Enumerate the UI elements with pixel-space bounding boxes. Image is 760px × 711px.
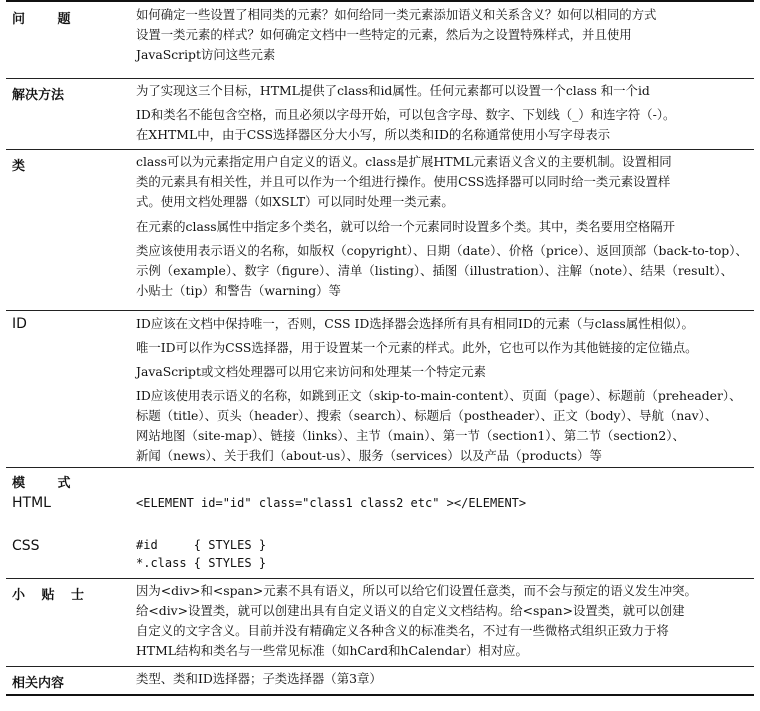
row-label-class: 类: [12, 159, 26, 174]
pattern-html-label: HTML: [12, 495, 51, 511]
pattern-css-code-class: *.class { STYLES }: [136, 556, 267, 570]
related-text: 类型、类和ID选择器；子类选择器（第3章）: [136, 671, 382, 686]
text-line: 自定义的文字含义。目前并没有精确定义各种含义的标准类名，不过有一些微格式组织正致力于将: [136, 623, 669, 638]
table-bottom-rule: [6, 694, 754, 696]
table-top-rule: [6, 0, 754, 2]
row-divider: [6, 310, 754, 311]
text-line: ID应该使用表示语义的名称，如跳到正文（skip-to-main-content）、页面（page）、标题前（preheader）、: [136, 388, 742, 403]
row-label-tip: 小 贴 士: [12, 588, 91, 603]
text-line: JavaScript访问这些元素: [136, 47, 276, 62]
row-divider: [6, 149, 754, 150]
pattern-css-code-id: #id { STYLES }: [136, 538, 267, 552]
row-divider: [6, 467, 754, 468]
class-text: [136, 152, 750, 301]
text-line: class可以为元素指定用户自定义的语义。class是扩展HTML元素语义含义的主要机制。设置相同: [136, 154, 672, 169]
row-label-solution: 解决方法: [12, 88, 65, 103]
row-label-pattern: 模 式: [12, 476, 85, 491]
text-line: 给<div>设置类，就可以创建出具有自定义语义的自定义文档结构。给<span>设置类，就可以创建: [136, 603, 685, 618]
text-line: 网站地图（site-map）、链接（links）、主节（main）、第一节（section1）、第二节（section2）、: [136, 428, 685, 443]
row-divider: [6, 578, 754, 579]
pattern-css-label: CSS: [12, 538, 40, 554]
text-line: 因为<div>和<span>元素不具有语义，所以可以给它们设置任意类，而不会与预定的语义发生冲突。: [136, 583, 697, 598]
text-line: 小贴士（tip）和警告（warning）等: [136, 283, 341, 298]
problem-text: [136, 5, 750, 65]
text-line: 唯一ID可以作为CSS选择器，用于设置某一个元素的样式。此外，它也可以作为其他链接的定位锚点。: [136, 340, 698, 355]
text-line: JavaScript或文档处理器可以用它来访问和处理某一个特定元素: [136, 364, 486, 379]
text-line: 类的元素具有相关性，并且可以作为一个组进行操作。使用CSS选择器可以同时给一类元素设置样: [136, 174, 671, 189]
text-line: 类应该使用表示语义的名称，如版权（copyright）、日期（date）、价格（price）、返回顶部（back-to-top）、: [136, 243, 748, 258]
text-line: 如何确定一些设置了相同类的元素？如何给同一类元素添加语义和关系含义？如何以相同的方式: [136, 7, 657, 22]
text-line: 示例（example）、数字（figure）、清单（listing）、插图（illustration）、注解（note）、结果（result）、: [136, 263, 733, 278]
row-label-problem: 问 题: [12, 12, 85, 27]
row-divider: [6, 78, 754, 79]
row-label-related: 相关内容: [12, 676, 65, 691]
row-label-id: ID: [12, 316, 27, 332]
text-line: 设置一类元素的样式？如何确定文档中一些特定的元素，然后为之设置特殊样式，并且使用: [136, 27, 632, 42]
text-line: ID和类名不能包含空格，而且必须以字母开始，可以包含字母、数字、下划线（_）和连字符（-）。: [136, 107, 676, 122]
text-line: HTML结构和类名与一些常见标准（如hCard和hCalendar）相对应。: [136, 643, 528, 658]
text-line: 在元素的class属性中指定多个类名，就可以给一个元素同时设置多个类。其中，类名要用空格隔开: [136, 219, 676, 234]
row-divider: [6, 666, 754, 667]
text-line: ID应该在文档中保持唯一，否则，CSS ID选择器会选择所有具有相同ID的元素（与class属性相似）。: [136, 316, 694, 331]
text-line: 式。使用文档处理器（如XSLT）可以同时处理一类元素。: [136, 194, 454, 209]
text-line: 为了实现这三个目标，HTML提供了class和id属性。任何元素都可以设置一个class 和一个id: [136, 83, 650, 98]
text-line: 在XHTML中，由于CSS选择器区分大小写，所以类和ID的名称通常使用小写字母表示: [136, 127, 610, 142]
solution-text: [136, 81, 750, 145]
text-line: 标题（title）、页头（header）、搜索（search）、标题后（postheader）、正文（body）、导航（nav）、: [136, 408, 718, 423]
pattern-html-code: <ELEMENT id="id" class="class1 class2 etc" ></ELEMENT>: [136, 496, 527, 510]
text-line: 新闻（news）、关于我们（about-us）、服务（services）以及产品（products）等: [136, 448, 602, 463]
tip-text: [136, 581, 750, 661]
id-text: [136, 314, 750, 466]
